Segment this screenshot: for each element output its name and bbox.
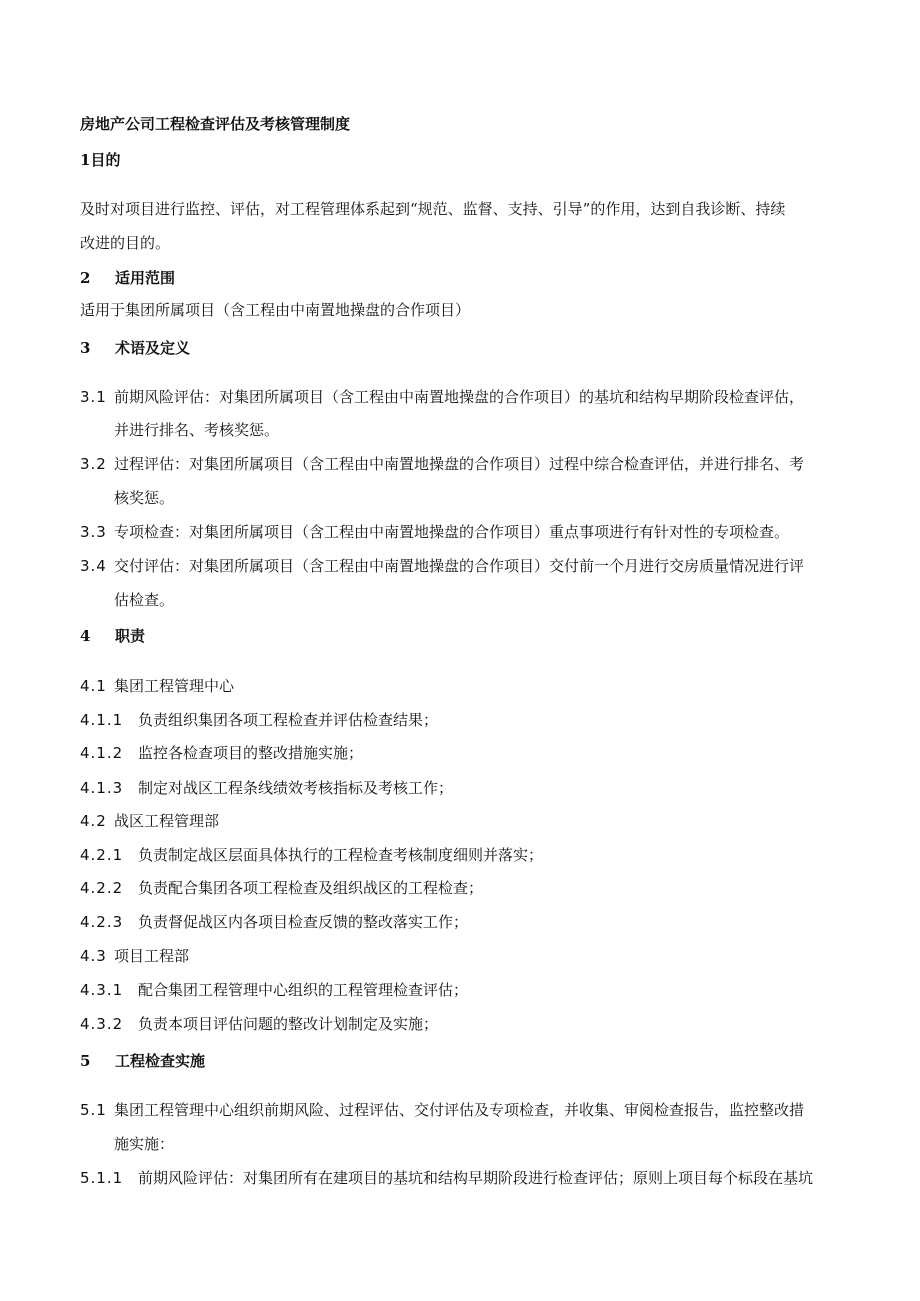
section-1-title: 目的 bbox=[90, 151, 121, 169]
clause-4-3-2-text: 负责本项目评估问题的整改计划制定及实施； bbox=[138, 1015, 439, 1033]
clause-number: 4.3.1 bbox=[80, 981, 124, 999]
clause-number: 4.2.2 bbox=[80, 879, 124, 897]
clause-4-2-2 bbox=[80, 878, 483, 898]
clause-4-1-2 bbox=[80, 743, 363, 763]
clause-number: 4.2 bbox=[80, 812, 107, 830]
clause-number: 4.3 bbox=[80, 947, 107, 965]
section-2-title: 适用范围 bbox=[115, 269, 176, 287]
clause-number: 3.2 bbox=[80, 455, 107, 473]
clause-4-3 bbox=[80, 946, 189, 966]
section-1-text-line-1: 及时对项目进行监控、评估，对工程管理体系起到“规范、监督、支持、引导”的作用，达到自我诊断、持续 bbox=[80, 200, 786, 218]
clause-3-3-line-1: 专项检查：对集团所属项目（含工程由中南置地操盘的合作项目）重点事项进行有针对性的专项检查。 bbox=[114, 523, 790, 541]
section-3-number: 3 bbox=[80, 339, 91, 357]
clause-number: 3.3 bbox=[80, 523, 107, 541]
clause-number: 4.3.2 bbox=[80, 1015, 124, 1033]
clause-number: 4.2.3 bbox=[80, 913, 124, 931]
clause-number: 4.1.2 bbox=[80, 744, 124, 762]
section-3-heading bbox=[80, 338, 190, 358]
document-title: 房地产公司工程检查评估及考核管理制度 bbox=[80, 115, 351, 133]
clause-number: 4.1 bbox=[80, 677, 107, 695]
clause-4-2-3 bbox=[80, 912, 468, 932]
section-4-number: 4 bbox=[80, 627, 91, 645]
clause-4-1-1 bbox=[80, 710, 438, 730]
clause-4-2-text: 战区工程管理部 bbox=[114, 812, 220, 830]
clause-5-1-line-1: 集团工程管理中心组织前期风险、过程评估、交付评估及专项检查，并收集、审阅检查报告，监控整改措 bbox=[114, 1101, 805, 1119]
clause-4-1-text: 集团工程管理中心 bbox=[114, 677, 235, 695]
section-1-heading bbox=[80, 150, 120, 170]
section-4-title: 职责 bbox=[115, 627, 146, 645]
clause-3-2 bbox=[80, 454, 804, 474]
clause-4-1-2-text: 监控各检查项目的整改措施实施； bbox=[138, 744, 364, 762]
section-2-number: 2 bbox=[80, 269, 91, 287]
section-3-title: 术语及定义 bbox=[115, 339, 191, 357]
clause-3-2-line-1: 过程评估：对集团所属项目（含工程由中南置地操盘的合作项目）过程中综合检查评估，并进行排名、考 bbox=[114, 455, 805, 473]
clause-4-1-3 bbox=[80, 778, 453, 798]
clause-5-1-1-line-1: 前期风险评估：对集团所有在建项目的基坑和结构早期阶段进行检查评估；原则上项目每个标段在基坑 bbox=[138, 1169, 814, 1187]
clause-5-1 bbox=[80, 1100, 804, 1120]
clause-3-3 bbox=[80, 522, 789, 542]
clause-4-2-2-text: 负责配合集团各项工程检查及组织战区的工程检查； bbox=[138, 879, 484, 897]
clause-4-3-1 bbox=[80, 980, 468, 1000]
clause-number: 5.1.1 bbox=[80, 1169, 124, 1187]
clause-4-3-1-text: 配合集团工程管理中心组织的工程管理检查评估； bbox=[138, 981, 469, 999]
clause-4-1 bbox=[80, 676, 234, 696]
clause-3-1 bbox=[80, 387, 804, 407]
clause-3-1-line-2: 并进行排名、考核奖惩。 bbox=[114, 421, 280, 439]
clause-3-4-line-2: 估检查。 bbox=[114, 591, 175, 609]
clause-number: 4.1.3 bbox=[80, 779, 124, 797]
section-5-title: 工程检查实施 bbox=[115, 1052, 206, 1070]
clause-4-2-1-text: 负责制定战区层面具体执行的工程检查考核制度细则并落实； bbox=[138, 846, 544, 864]
section-5-heading bbox=[80, 1051, 205, 1071]
clause-number: 3.4 bbox=[80, 557, 107, 575]
clause-3-1-line-1: 前期风险评估：对集团所属项目（含工程由中南置地操盘的合作项目）的基坑和结构早期阶段检查评估， bbox=[114, 388, 805, 406]
clause-4-3-text: 项目工程部 bbox=[114, 947, 190, 965]
clause-3-2-line-2: 核奖惩。 bbox=[114, 489, 175, 507]
clause-4-2-3-text: 负责督促战区内各项目检查反馈的整改落实工作； bbox=[138, 913, 469, 931]
clause-3-4-line-1: 交付评估：对集团所属项目（含工程由中南置地操盘的合作项目）交付前一个月进行交房质量情况进行评 bbox=[114, 557, 805, 575]
section-1-text-line-2: 改进的目的。 bbox=[80, 234, 171, 252]
clause-4-3-2 bbox=[80, 1014, 438, 1034]
section-2-text: 适用于集团所属项目（含工程由中南置地操盘的合作项目） bbox=[80, 301, 471, 319]
clause-4-2 bbox=[80, 811, 219, 831]
clause-4-2-1 bbox=[80, 845, 543, 865]
clause-5-1-1 bbox=[80, 1168, 813, 1188]
section-2-heading bbox=[80, 268, 175, 288]
section-5-number: 5 bbox=[80, 1052, 91, 1070]
clause-4-1-1-text: 负责组织集团各项工程检查并评估检查结果； bbox=[138, 711, 439, 729]
section-4-heading bbox=[80, 626, 145, 646]
clause-5-1-line-2: 施实施： bbox=[114, 1135, 175, 1153]
clause-number: 4.1.1 bbox=[80, 711, 124, 729]
clause-number: 5.1 bbox=[80, 1101, 107, 1119]
clause-number: 3.1 bbox=[80, 388, 107, 406]
clause-number: 4.2.1 bbox=[80, 846, 124, 864]
clause-3-4 bbox=[80, 556, 804, 576]
clause-4-1-3-text: 制定对战区工程条线绩效考核指标及考核工作； bbox=[138, 779, 454, 797]
section-1-number: 1 bbox=[80, 151, 91, 169]
